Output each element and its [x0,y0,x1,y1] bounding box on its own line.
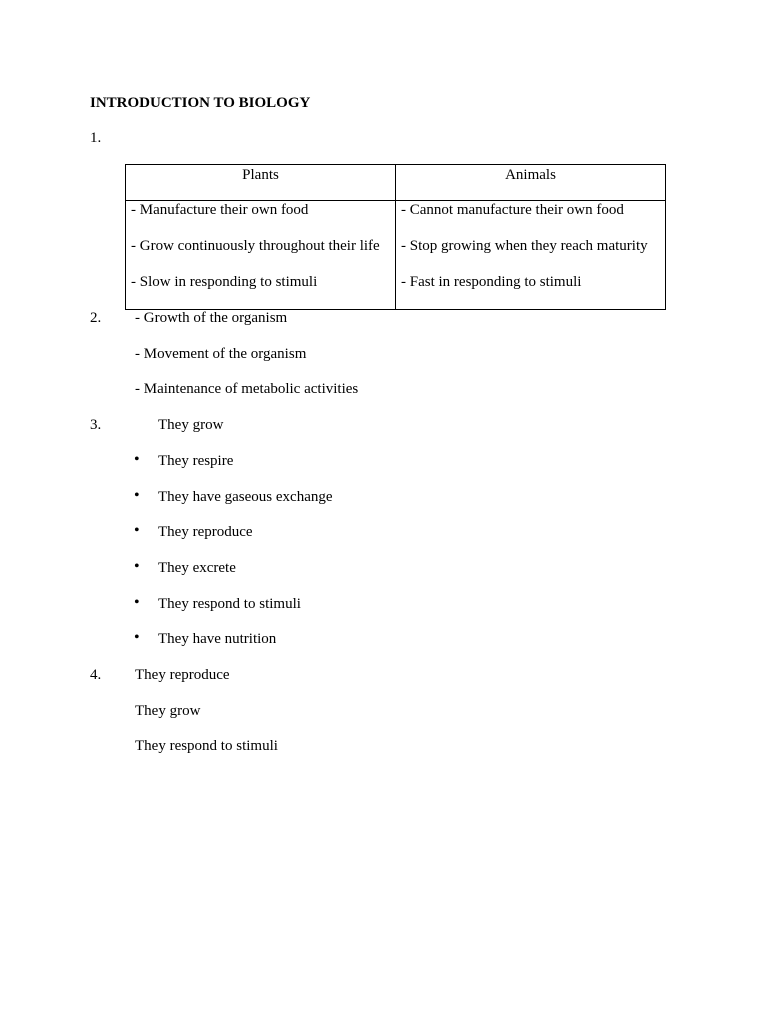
list-item: They grow [135,703,201,719]
question-4-number: 4. [90,667,102,683]
table-header-animals: Animals [396,165,666,201]
bullet-icon: • [134,487,140,504]
bullet-icon: • [134,594,140,611]
plants-trait: - Slow in responding to stimuli [131,274,318,290]
question-1-number: 1. [90,130,102,146]
bullet-list-item: They excrete [158,560,236,576]
question-2-number: 2. [90,310,102,326]
document-title: INTRODUCTION TO BIOLOGY [90,95,311,111]
list-item: - Maintenance of metabolic activities [135,381,359,397]
bullet-list-item: They reproduce [158,524,253,540]
list-item: - Movement of the organism [135,346,307,362]
table-header-row [126,165,666,201]
question-3-number: 3. [90,417,102,433]
plants-trait: - Manufacture their own food [131,202,309,218]
list-item: - Growth of the organism [135,310,288,326]
bullet-list-item: They respire [158,453,234,469]
list-item: They respond to stimuli [135,738,278,754]
plants-trait: - Grow continuously throughout their life [131,238,380,254]
list-item: They grow [158,417,224,433]
bullet-icon: • [134,451,140,468]
plants-animals-table [125,164,666,310]
animals-trait: - Fast in responding to stimuli [401,274,582,290]
bullet-list-item: They have gaseous exchange [158,489,333,505]
table-header-plants: Plants [126,165,396,201]
bullet-list-item: They respond to stimuli [158,596,301,612]
animals-cell [396,201,666,310]
table-row [126,201,666,310]
bullet-icon: • [134,558,140,575]
list-item: They reproduce [135,667,230,683]
animals-trait: - Stop growing when they reach maturity [401,238,648,254]
plants-cell [126,201,396,310]
animals-trait: - Cannot manufacture their own food [401,202,624,218]
bullet-icon: • [134,522,140,539]
bullet-list-item: They have nutrition [158,631,277,647]
bullet-icon: • [134,629,140,646]
